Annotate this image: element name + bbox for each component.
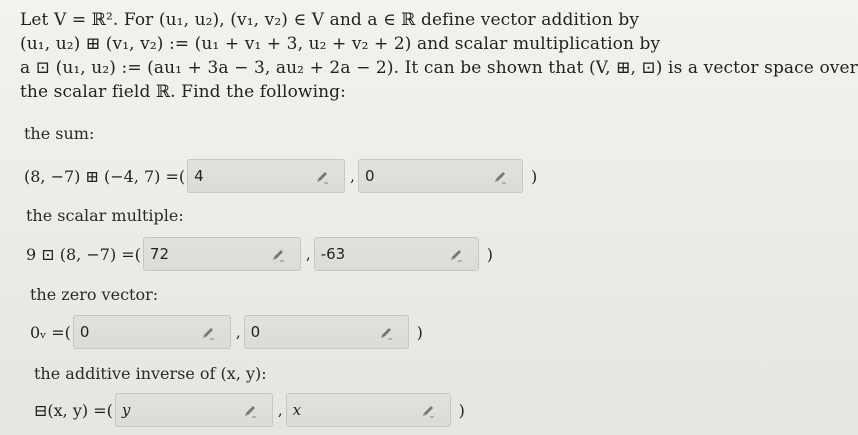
inverse-first-value: y (121, 401, 131, 419)
problem-line-1: Let V = ℝ². For (u₁, u₂), (v₁, v₂) ∈ V and a ∈ ℝ define vector addition by (20, 10, 640, 30)
inverse-label: the additive inverse of (x, y): (34, 364, 267, 383)
inverse-second-input[interactable] (286, 393, 451, 427)
pencil-icon[interactable] (492, 169, 508, 185)
pencil-icon[interactable] (420, 403, 436, 419)
sum-label: the sum: (24, 124, 95, 143)
pencil-icon[interactable] (200, 325, 216, 341)
closing-paren: ) (458, 400, 465, 420)
scalar-row (26, 234, 493, 274)
problem-statement (20, 8, 858, 104)
scalar-label: the scalar multiple: (26, 206, 184, 225)
sum-second-value: 0 (364, 167, 375, 185)
pencil-icon[interactable] (378, 325, 394, 341)
closing-paren: ) (486, 244, 493, 264)
scalar-second-value: -63 (320, 245, 346, 263)
scalar-expression: 9 ⊡ (8, −7) =( (26, 244, 141, 264)
zero-first-input[interactable] (73, 315, 231, 349)
sum-second-input[interactable] (358, 159, 523, 193)
sum-expression: (8, −7) ⊞ (−4, 7) =( (24, 166, 186, 186)
inverse-first-input[interactable] (115, 393, 273, 427)
comma-separator: , (350, 167, 355, 185)
problem-line-4: the scalar field ℝ. Find the following: (20, 82, 346, 102)
inverse-second-value: x (292, 401, 302, 419)
pencil-icon[interactable] (270, 247, 286, 263)
sum-row (24, 156, 537, 196)
inverse-row (34, 390, 465, 430)
problem-line-3: a ⊡ (u₁, u₂) := (au₁ + 3a − 3, au₂ + 2a − 2). It can be shown that (V, ⊞, ⊡) is a vector space over (20, 58, 858, 78)
closing-paren: ) (530, 166, 538, 186)
comma-separator: , (277, 401, 283, 419)
problem-line-2: (u₁, u₂) ⊞ (v₁, v₂) := (u₁ + v₁ + 3, u₂ + v₂ + 2) and scalar multiplication by (20, 34, 661, 54)
sum-first-value: 4 (194, 167, 204, 185)
scalar-second-input[interactable] (314, 237, 479, 271)
pencil-icon[interactable] (314, 169, 330, 185)
inverse-expression: ⊟(x, y) =( (34, 400, 113, 420)
closing-paren: ) (416, 322, 423, 342)
zero-expression: 0ᵥ =( (30, 322, 71, 342)
zero-second-input[interactable] (244, 315, 409, 349)
zero-second-value: 0 (250, 323, 261, 341)
scalar-first-input[interactable] (143, 237, 301, 271)
zero-row (30, 312, 423, 352)
zero-first-value: 0 (79, 323, 90, 341)
scalar-first-value: 72 (149, 245, 170, 263)
comma-separator: , (305, 245, 311, 263)
pencil-icon[interactable] (242, 403, 258, 419)
sum-first-input[interactable] (187, 159, 345, 193)
zero-label: the zero vector: (30, 285, 159, 304)
comma-separator: , (235, 323, 241, 341)
pencil-icon[interactable] (448, 247, 464, 263)
